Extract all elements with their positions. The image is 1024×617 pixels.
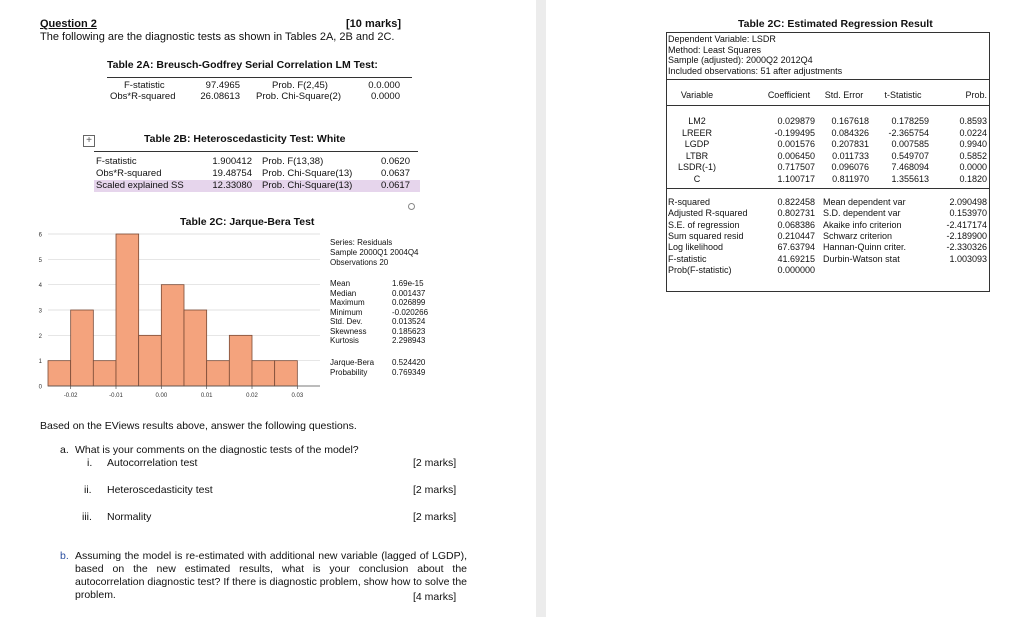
coefficient-cell: -2.365754 [888, 127, 929, 138]
question-a-label: a. [60, 444, 69, 456]
histogram-bar [161, 285, 184, 386]
coefficient-cell: 0.549707 [891, 150, 929, 161]
table-2c-jb-title: Table 2C: Jarque-Bera Test [180, 216, 315, 228]
coefficient-cell: 1.100717 [777, 173, 815, 184]
variable-name: LTBR [685, 150, 709, 161]
y-tick-label: 1 [38, 359, 42, 366]
histogram-bar [48, 361, 71, 386]
summary-label: Akaike info criterion [823, 219, 902, 230]
table-2b-value: 12.33080 [212, 180, 252, 191]
coefficient-cell: 0.006450 [777, 150, 815, 161]
summary-value: -2.417174 [946, 219, 987, 230]
y-tick-label: 3 [38, 308, 42, 315]
table-2a-label: F-statistic [124, 80, 165, 91]
histogram-bar [116, 234, 139, 386]
stat-label: Skewness [330, 326, 367, 336]
table-2a-value2: 0.0.000 [368, 80, 400, 91]
regression-header-line: Dependent Variable: LSDR [668, 34, 776, 44]
summary-label: Adjusted R-squared [668, 208, 748, 219]
column-header: t-Statistic [884, 90, 922, 100]
table-2a-value2: 0.0000 [370, 91, 400, 102]
variable-name: LGDP [684, 139, 710, 149]
summary-value: -2.189900 [946, 230, 987, 241]
variable-name: LSDR(-1) [677, 162, 716, 172]
x-tick-label: 0.02 [246, 393, 258, 399]
table-2b-value2: 0.0617 [380, 180, 410, 191]
table-2a-label2: Prob. F(2,45) [272, 80, 328, 91]
x-tick-label: -0.02 [63, 393, 78, 399]
question-item-marks: [2 marks] [413, 484, 457, 496]
stat-label: Median [330, 288, 357, 298]
y-tick-label: 4 [38, 283, 42, 290]
x-tick-label: 0.03 [291, 393, 304, 399]
summary-label: Sum squared resid [668, 230, 744, 241]
y-tick-label: 0 [38, 384, 42, 391]
table-2a-title: Table 2A: Breusch-Godfrey Serial Correlation LM Test: [107, 59, 378, 71]
regression-header-line: Sample (adjusted): 2000Q2 2012Q4 [668, 55, 813, 65]
coefficient-cell: 0.084326 [831, 127, 869, 138]
histogram-bar [184, 310, 207, 386]
summary-value: 41.69215 [777, 253, 815, 264]
stat-value: 0.026899 [392, 298, 426, 307]
question-item-num: ii. [84, 484, 92, 496]
coefficient-cell: 0.207831 [831, 139, 869, 149]
coefficient-cell: 0.029879 [777, 116, 815, 126]
histogram-bar [252, 361, 275, 386]
summary-label: S.D. dependent var [823, 208, 901, 219]
series-info: Observations 20 [330, 258, 389, 267]
stat-value: 1.69e-15 [392, 279, 424, 288]
x-tick-label: 0.00 [155, 393, 168, 399]
question-item-text: Heteroscedasticity test [107, 484, 213, 496]
question-b-text: Assuming the model is re-estimated with additional new variable (lagged of LGDP), based on the new estimated results, what is your conclusion about the autocorrelation diagnostic test? If there is diagnostic problem, show how to solve the problem. [75, 550, 467, 601]
summary-label: Schwarz criterion [823, 230, 893, 241]
table-2a-label: Obs*R-squared [110, 91, 176, 102]
table-2b-value2: 0.0620 [380, 156, 410, 167]
summary-value: 1.003093 [949, 253, 987, 264]
regression-title: Table 2C: Estimated Regression Result [738, 18, 933, 30]
column-header: Variable [680, 90, 714, 100]
histogram-bar [229, 335, 252, 386]
variable-name: C [693, 173, 701, 184]
stat-label: Mean [330, 279, 351, 288]
expand-icon[interactable]: + [83, 135, 95, 147]
histogram-bar [275, 361, 298, 386]
summary-label: Log likelihood [668, 242, 724, 253]
question-b-label: b. [60, 550, 69, 562]
summary-value: 0.802731 [777, 208, 815, 219]
summary-label: Durbin-Watson stat [823, 253, 900, 264]
column-header: Prob. [965, 90, 987, 100]
right-page [546, 0, 1024, 617]
stat-label: Minimum [330, 307, 363, 317]
table-2b-value: 1.900412 [212, 156, 252, 167]
summary-value: 67.63794 [777, 242, 815, 253]
table-2b-label: Obs*R-squared [96, 168, 162, 179]
question-intro: The following are the diagnostic tests as shown in Tables 2A, 2B and 2C. [40, 31, 395, 43]
table-2a-label2: Prob. Chi-Square(2) [256, 91, 342, 102]
x-tick-label: -0.01 [109, 393, 123, 399]
summary-label: S.E. of regression [668, 219, 740, 230]
coefficient-cell: 0.717507 [777, 162, 815, 172]
jb-label: Probability [330, 368, 368, 377]
summary-label: Mean dependent var [823, 197, 906, 207]
regression-output [666, 32, 990, 292]
table-2b-label2: Prob. Chi-Square(13) [262, 168, 353, 179]
table-2b-label: Scaled explained SS [96, 180, 184, 191]
stat-label: Kurtosis [330, 336, 359, 345]
regression-rule [667, 188, 989, 189]
x-tick-label: 0.01 [200, 393, 213, 399]
questions-intro: Based on the EViews results above, answer the following questions. [40, 420, 357, 432]
summary-label: Hannan-Quinn criter. [823, 242, 907, 253]
variable-name: LM2 [688, 116, 706, 126]
stat-label: Maximum [330, 298, 365, 307]
question-item-marks: [2 marks] [413, 511, 457, 523]
histogram-bar [207, 361, 230, 386]
histogram-bar [71, 310, 94, 386]
coefficient-cell: 0.811970 [832, 173, 869, 184]
regression-rule [667, 79, 989, 80]
summary-value: 0.000000 [777, 264, 815, 275]
table-2b-title: Table 2B: Heteroscedasticity Test: White [144, 133, 346, 145]
histogram-bar [139, 335, 162, 386]
summary-value: 2.090498 [949, 197, 987, 207]
summary-label: Prob(F-statistic) [668, 264, 732, 275]
table-2a-top-rule [107, 77, 412, 78]
jb-value: 0.524420 [392, 358, 426, 367]
y-tick-label: 2 [38, 333, 42, 340]
stat-label: Std. Dev. [330, 317, 363, 326]
coefficient-cell: 0.167618 [831, 116, 869, 126]
table-2b-top-rule [94, 151, 418, 152]
column-header: Std. Error [824, 90, 864, 100]
table-2b-label: F-statistic [96, 156, 137, 167]
coefficient-cell: 0.007585 [891, 139, 929, 149]
y-tick-label: 5 [38, 257, 42, 264]
table-2a-value: 97.4965 [205, 80, 240, 91]
jb-value: 0.769349 [392, 368, 426, 377]
summary-label: F-statistic [668, 253, 707, 264]
coefficient-cell: 7.468094 [891, 162, 929, 172]
column-header: Coefficient [767, 90, 811, 100]
jb-label: Jarque-Bera [330, 358, 375, 367]
question-item-text: Normality [107, 511, 152, 523]
question-item-text: Autocorrelation test [107, 457, 198, 469]
table-2a-value: 26.08613 [200, 91, 240, 102]
regression-header-line: Method: Least Squares [668, 44, 762, 55]
question-item-num: iii. [82, 511, 92, 523]
stat-value: 0.013524 [392, 317, 426, 326]
table-2b-label2: Prob. Chi-Square(13) [262, 180, 353, 191]
summary-value: 0.210447 [777, 230, 815, 241]
coefficient-cell: 0.0000 [959, 162, 987, 172]
coefficient-cell: 0.1820 [959, 173, 987, 184]
series-info: Sample 2000Q1 2004Q4 [330, 248, 419, 257]
regression-rule [667, 105, 989, 106]
question-item-num: i. [87, 457, 93, 469]
coefficient-cell: -0.199495 [774, 127, 815, 138]
coefficient-cell: 0.9940 [959, 139, 987, 149]
coefficient-cell: 0.178259 [891, 116, 929, 126]
variable-name: LREER [681, 127, 712, 138]
coefficient-cell: 0.0224 [959, 127, 987, 138]
table-2b-label2: Prob. F(13,38) [262, 156, 324, 167]
regression-header-line: Included observations: 51 after adjustments [668, 65, 843, 76]
summary-value: -2.330326 [946, 242, 987, 253]
coefficient-cell: 0.8593 [959, 116, 987, 126]
question-b-marks: [4 marks] [413, 591, 457, 603]
stat-value: 0.185623 [392, 326, 426, 336]
question-a-text: What is your comments on the diagnostic tests of the model? [75, 444, 359, 456]
table-2b-value: 19.48754 [212, 168, 252, 179]
coefficient-cell: 1.355613 [891, 173, 929, 184]
stat-value: 2.298943 [392, 336, 426, 345]
series-info: Series: Residuals [330, 238, 393, 247]
coefficient-cell: 0.001576 [777, 139, 815, 149]
summary-label: R-squared [668, 197, 711, 207]
coefficient-cell: 0.011733 [832, 150, 869, 161]
y-tick-label: 6 [38, 232, 42, 239]
question-title: Question 2 [40, 18, 97, 30]
summary-value: 0.068386 [777, 219, 815, 230]
summary-value: 0.822458 [777, 197, 815, 207]
summary-value: 0.153970 [949, 208, 987, 219]
resize-handle-icon[interactable] [408, 203, 415, 210]
coefficient-cell: 0.5852 [959, 150, 987, 161]
question-marks: [10 marks] [346, 18, 402, 30]
stat-value: 0.001437 [392, 288, 426, 298]
table-2b-value2: 0.0637 [380, 168, 410, 179]
histogram-chart [38, 228, 324, 400]
stat-value: -0.020266 [392, 307, 429, 317]
coefficient-cell: 0.096076 [831, 162, 869, 172]
question-item-marks: [2 marks] [413, 457, 457, 469]
histogram-bar [93, 361, 116, 386]
